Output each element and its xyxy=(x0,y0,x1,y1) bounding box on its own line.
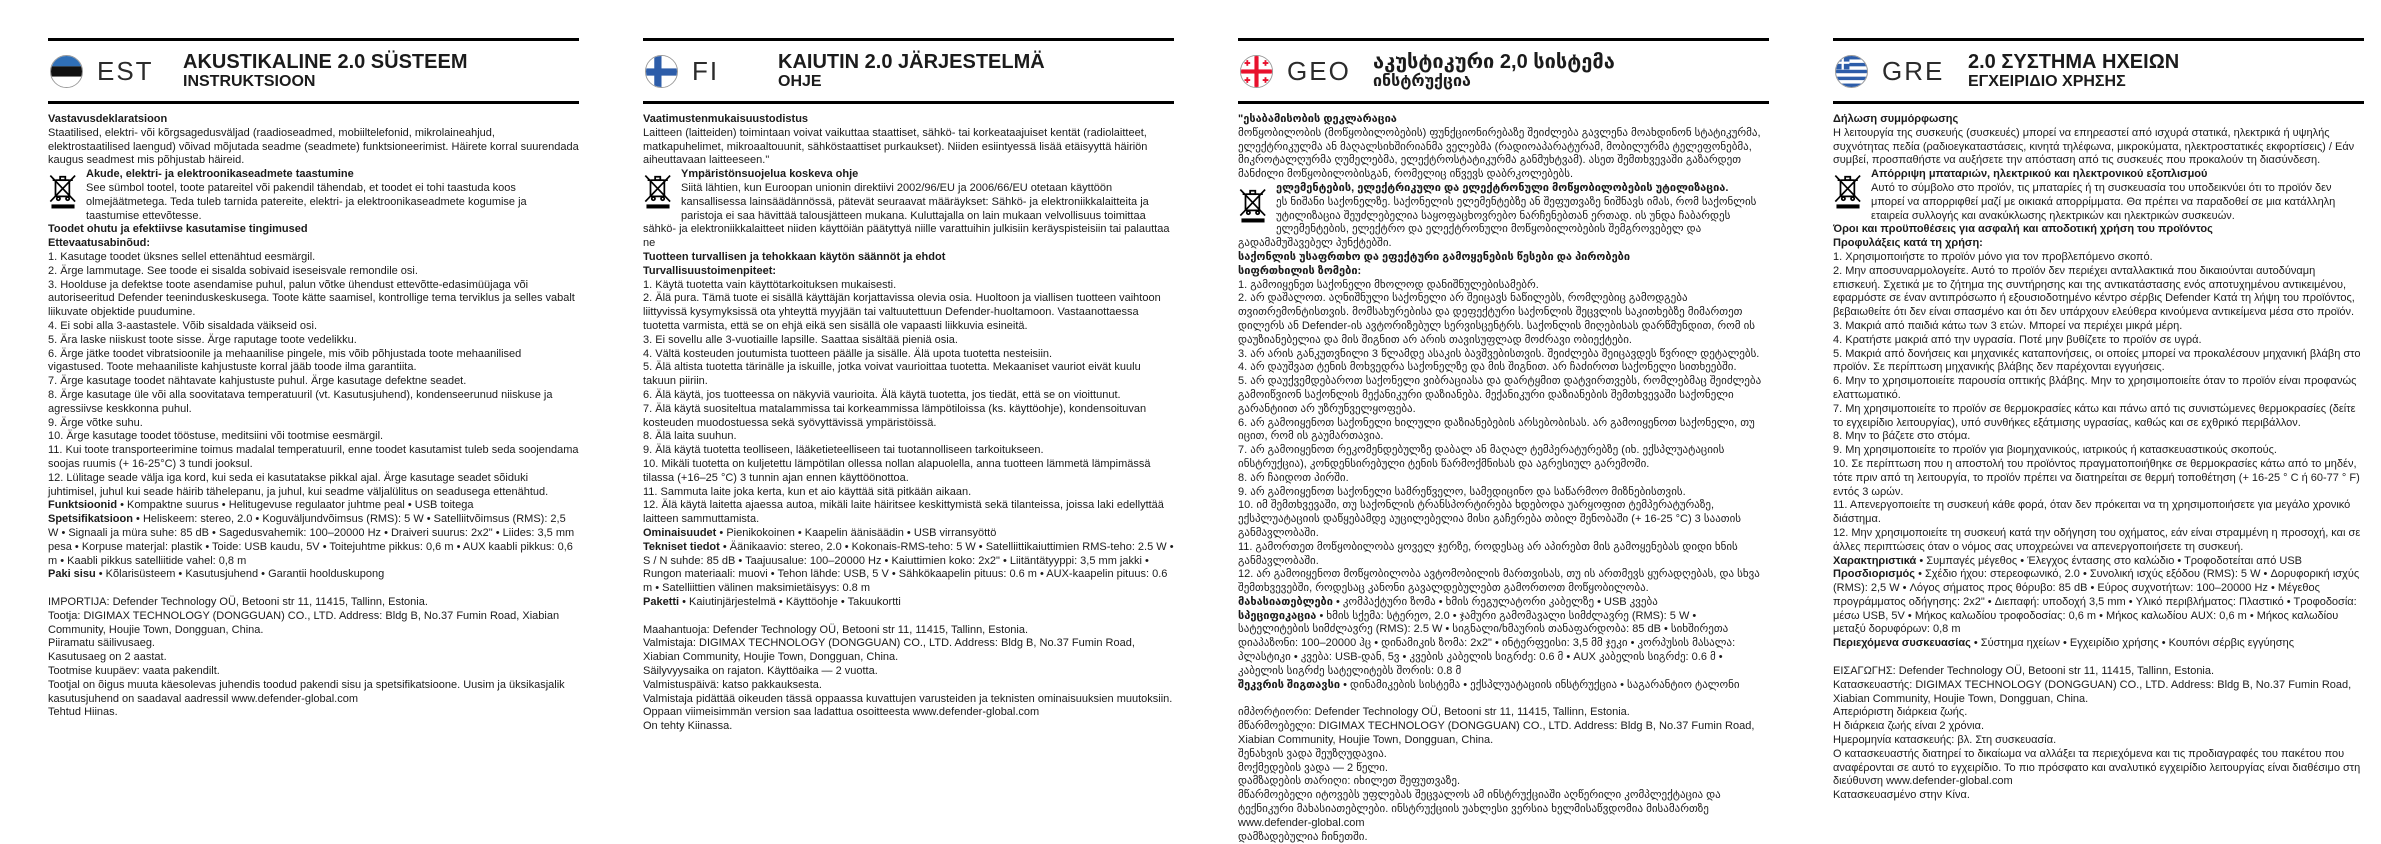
paragraph: 4. Vältä kosteuden joutumista tuotteen päälle ja sisälle. Älä upota tuotetta nesteisiin. xyxy=(643,347,1053,360)
paragraph: Staatilised, elektri- või kõrgsagedusväljad (raadioseadmed, mobiiltelefonid, mikrolaineahjud, elektrostaatilised laengud) võivad mõjutada seadme (seadmete) funktsioneerimist. Häirete korral suurendada kaugus seadmest mis põhjustab häireid. xyxy=(48,126,579,167)
paragraph: 3. არ არის განკუთვნილი 3 წლამდე ასაკის ბავშვებისთვის. შეიძლება შეიცავდეს წვრილ დეტალებს. xyxy=(1238,347,1760,360)
paragraph: Ημερομηνία κατασκευής: βλ. Στη συσκευασία. xyxy=(1833,734,2057,747)
spec-lead: Spetsifikatsioon xyxy=(48,513,137,526)
spec-line: შეკვრის შიგთავსი • დინამიკების სისტემა • ექსპლუატაციის ინსტრუქცია • საგარანტიო ტალონი xyxy=(1238,678,1740,691)
recycling-note: Απόρριψη μπαταριών, ηλεκτρικού και ηλεκτρονικού εξοπλισμού Αυτό το σύμβολο στο προϊόν, τις μπαταρίες ή τη συσκευασία του υποδεικνύει ότι το προϊόν δεν μπορεί να απορριφθεί μαζί με οικιακά απορρίμματα. Θα πρέπει να παραδοθεί σε μια κατάλληλη εταιρεία συλλογής και ανακύκλωσης ηλεκτρικών και ηλεκτρικών συσκευών. xyxy=(1833,168,2364,223)
section-heading: Ettevaatusabinõud: xyxy=(48,237,151,250)
paragraph: მწარმოებელი: DIGIMAX TECHNOLOGY (DONGGUAN) CO., LTD. Address: Bldg B, No.37 Fumin Road, Xiabian Community, Houjie Town, Dongguan, China. xyxy=(1238,720,1755,747)
paragraph: 12. Μην χρησιμοποιείτε τη συσκευή κατά την οδήγηση του οχήματος, εάν είναι στραμμένη η προσοχή, και σε άλλες περιπτώσεις όταν ο νόμος σας υποχρεώνει να απενεργοποιήσετε τη συσκευή. xyxy=(1833,526,2361,553)
finland-flag-icon xyxy=(645,55,678,88)
recycling-note-heading: Ympäristönsuojelua koskeva ohje xyxy=(681,168,859,181)
spacer xyxy=(643,610,1174,624)
column-gre xyxy=(1785,0,2380,839)
spec-lead: Paketti xyxy=(643,595,683,608)
spec-line: Paketti • Kaiutinjärjestelmä • Käyttöohje • Takuukortti xyxy=(643,595,901,608)
column-body-est xyxy=(48,104,579,720)
page-title: AKUSTIKALINE 2.0 SÜSTEEM xyxy=(183,51,468,73)
paragraph: Απεριόριστη διάρκεια ζωής. xyxy=(1833,706,1968,719)
paragraph: ΕΙΣΑΓΩΓΗΣ: Defender Technology OÜ, Betooni str 11, 11415, Tallinn, Estonia. xyxy=(1833,665,2215,678)
paragraph: 8. Ärge kasutage üle või alla soovitatava temperatuuril (vt. Kasutusjuhend), kondenseerunud niiskuse ja agressiivse keskkonna puhul. xyxy=(48,388,553,415)
spec-line: Προσδιορισμός • Σχέδιο ήχου: στερεοφωνικό, 2.0 • Συνολική ισχύς εξόδου (RMS): 5 W • Δορυφορική ισχύς (RMS): 2,5 W • Λόγος σήματος προς θόρυβο: 85 dB • Εύρος συχνοτήτων: 100–20000 Hz • Μέγεθος προγράμματος οδήγησης: 2x2" • Διεπαφή: υποδοχή 3,5 mm • Υλικό περιβλήματος: Πλαστικό • Τροφοδοσία: μέσω USB, 5V • Μήκος καλωδίου τροφοδοσίας: 0,6 m • Μήκος καλωδίου AUX: 0,6 m • Μήκος καλωδίου μεταξύ δορυφόρων: 0,8 m xyxy=(1833,568,2360,636)
column-header-gre xyxy=(1833,38,2364,104)
spec-lead: Tekniset tiedot xyxy=(643,540,723,553)
column-geo xyxy=(1190,0,1785,843)
paragraph: შენახვის ვადა შეუზღუდავია. xyxy=(1238,747,1387,760)
recycling-note-heading: Απόρριψη μπαταριών, ηλεκτρικού και ηλεκτρονικού εξοπλισμού xyxy=(1871,168,2208,181)
spacer xyxy=(48,582,579,596)
paragraph: 3. Hoolduse ja defektse toote asendamise puhul, palun võtke ühendust ettevõtte-edasimüüjaga või autoriseeritud Defender teeninduskeskusega. Toote kätte saamisel, kontrollige tema terviklus ja selles vabalt liikuvate objektide puudumine. xyxy=(48,278,575,319)
paragraph: 8. არ ჩაიდოთ პირში. xyxy=(1238,471,1349,484)
paragraph: Valmistuspäivä: katso pakkauksesta. xyxy=(643,678,822,691)
spec-line: Περιεχόμενα συσκευασίας • Σύστημα ηχείων • Εγχειρίδιο χρήσης • Κουπόνι σέρβις εγγύησης xyxy=(1833,637,2294,650)
paragraph: 11. გამორთეთ მოწყობილობა ყოველ ჯერზე, როდესაც არ აპირებთ მის გამოყენებას დიდი ხნის განმავლობაში. xyxy=(1238,540,1738,567)
spec-lead: სპეციფიკაცია xyxy=(1238,609,1320,622)
paragraph: Valmistaja pidättää oikeuden tässä oppaassa kuvattujen varusteiden ja teknisten ominaisuuksien muutoksiin. Oppaan viimeisimmän version saa ladattua osoitteesta www.defender-global.com xyxy=(643,692,1173,719)
paragraph: Κατασκευαστής: DIGIMAX TECHNOLOGY (DONGGUAN) CO., LTD. Address: Bldg B, No.37 Fumin Road, Xiabian Community, Houjie Town, Dongguan, China. xyxy=(1833,678,2352,705)
section-heading: Όροι και προϋποθέσεις για ασφαλή και αποδοτική χρήση του προϊόντος xyxy=(1833,223,2213,236)
section-heading: Tuotteen turvallisen ja tehokkaan käytön säännöt ja ehdot xyxy=(643,250,946,263)
paragraph: 11. Sammuta laite joka kerta, kun et aio käyttää sitä pitkään aikaan. xyxy=(643,485,972,498)
paragraph: 12. Lülitage seade välja iga kord, kui seda ei kasutatakse pikkal ajal. Ärge kasutage seadet sõiduki juhtimisel, juhul kui seade häirib tähelepanu, ja juhul, kui seadme väljalülitus on seadusega ettenähtud. xyxy=(48,471,549,498)
paragraph: 1. Käytä tuotetta vain käyttötarkoituksen mukaisesti. xyxy=(643,278,897,291)
paragraph: 9. Älä käytä tuotetta teolliseen, lääketieteelliseen tai tuotannolliseen tarkoitukseen. xyxy=(643,444,1044,457)
column-fi xyxy=(595,0,1190,839)
spec-line: Spetsifikatsioon • Heliskeem: stereo, 2.0 • Koguväljundvõimsus (RMS): 5 W • Satelliitvõimsus (RMS): 2,5 W • Signaali ja müra suhe: 85 dB • Sagedusvahemik: 100–20000 Hz • Draiveri suurus: 2x2" • Liides: 3,5 mm pesa • Korpuse materjal: plastik • Toide: USB kaudu, 5V • Toitejuhtme pikkus: 0,6 m • AUX kaabli pikkus: 0,6 m • Kaabli pikkus satelliitide vahel: 0,8 m xyxy=(48,513,575,567)
paragraph: Kasutusaeg on 2 aastat. xyxy=(48,651,167,664)
paragraph: Piiramatu säilivusaeg. xyxy=(48,637,155,650)
paragraph: Tehtud Hiinas. xyxy=(48,706,118,719)
paragraph: 2. არ დაშალოთ. აღნიშნული საქონელი არ შეიცავს ნაწილებს, რომლებიც გამოდგება თვითრემონტისთვის. მომსახურებისა და დეფექტური საქონლის შეცვლის საკითხებზე მიმართეთ დილერს ან Defender-ის ავტორიზებულ სერვისცენტრს. საქონლის მიღებისას დარწმუნდით, რომ ის დაუზიანებელია და მის შიგნით არ არის თავისუფლად მოძრავი ობიექტები. xyxy=(1238,292,1756,346)
paragraph: 5. Ära laske niiskust toote sisse. Ärge raputage toote vedelikku. xyxy=(48,333,357,346)
paragraph: 1. Χρησιμοποιήστε το προϊόν μόνο για τον προβλεπόμενο σκοπό. xyxy=(1833,250,2153,263)
column-body-fi xyxy=(643,104,1174,734)
paragraph: 9. არ გამოიყენოთ საქონელი სამრეწველო, სამედიცინო და საწარმოო მიზნებისთვის. xyxy=(1238,485,1686,498)
paragraph: Säilyvyysaika on rajaton. Käyttöaika — 2 vuotta. xyxy=(643,665,878,678)
column-header-geo xyxy=(1238,38,1769,104)
recycling-note-heading: Akude, elektri- ja elektroonikaseadmete taastumine xyxy=(86,168,354,181)
paragraph: 6. Ärge jätke toodet vibratsioonile ja mehaanilise pingele, mis võib põhjustada toote mehaanilised vigastused. Toote mehaaniliste kahjustuste korral jääb toode ilma garantiita. xyxy=(48,347,522,374)
paragraph: 10. იმ შემთხვევაში, თუ საქონლის ტრანსპორტირება ხდებოდა უარყოფით ტემპერატურაზე, ექსპლუატაციის დაწყებამდე აუცილებელია მისი გაჩერება თბილ შენობაში (+ 16-25 °C) 3 საათის განმავლობაში. xyxy=(1238,499,1742,539)
paragraph: 12. Älä käytä laitetta ajaessa autoa, mikäli laite häiritsee keskittymistä sekä tilanteissa, joissa laki edellyttää laitteen sammuttamista. xyxy=(643,499,1164,526)
spec-line: სპეციფიკაცია • ხმის სქემა: სტერეო, 2.0 • ჯამური გამომავალი სიმძლავრე (RMS): 5 W • სატელიტების სიმძლავრე (RMS): 2.5 W • სიგნალი/ხმაურის თანაფარდობა: 85 dB • სიხშირეთა დიაპაზონი: 100–20000 ჰც • დინამიკის ზომა: 2x2" • ინტერფეისი: 3,5 მმ ჯეკი • კორპუსის მასალა: პლასტიკი • კვება: USB-დან, 5ვ • კვების კაბელის სიგრძე: 0.6 მ • AUX კაბელის სიგრძე: 0.6 მ • კაბელის სიგრძე სატელიტებს შორის: 0.8 მ xyxy=(1238,609,1736,677)
spec-lead: Funktsioonid xyxy=(48,499,121,512)
paragraph: Κατασκευασμένο στην Κίνα. xyxy=(1833,789,1970,802)
language-code: GRE xyxy=(1882,55,1945,86)
paragraph: დამზადების თარიღი: იხილეთ შეფუთვაზე. xyxy=(1238,775,1461,788)
spec-line: Paki sisu • Kõlarisüsteem • Kasutusjuhend • Garantii hoolduskupong xyxy=(48,568,385,581)
estonia-flag-icon xyxy=(50,55,83,88)
paragraph: Tootmise kuupäev: vaata pakendilt. xyxy=(48,665,220,678)
spec-line: Χαρακτηριστικά • Συμπαγές μέγεθος • Έλεγχος έντασης στο καλώδιο • Τροφοδοτείται από USB xyxy=(1833,554,2302,567)
column-header-est xyxy=(48,38,579,104)
paragraph: 11. Kui toote transporteerimine toimus madalal temperatuuril, enne toodet kasutamist tuleb seda soojendama soojas ruumis (+ 16-25°C) 3 tundi jooksul. xyxy=(48,444,579,470)
section-heading: საქონლის უსაფრთხო და ეფექტური გამოყენების წესები და პირობები xyxy=(1238,250,1631,263)
paragraph: Η λειτουργία της συσκευής (συσκευές) μπορεί να επηρεαστεί από ισχυρά στατικά, ηλεκτρικά ή υψηλής συχνότητας πεδία (ραδιοεγκαταστάσεις, κινητά τηλέφωνα, μικροκύματα, ηλεκτροστατικές εκφορτίσεις) / Εάν συμβεί, προσπαθήστε να αυξήσετε την απόσταση από τις συσκευές που προκαλούν τη διασύνδεση. xyxy=(1833,126,2355,167)
spec-lead: Περιεχόμενα συσκευασίας xyxy=(1833,637,1974,650)
spec-line: Tekniset tiedot • Äänikaavio: stereo, 2.0 • Kokonais-RMS-teho: 5 W • Satelliittikaiuttimien RMS-teho: 2.5 W • S / N suhde: 85 dB • Taajuusalue: 100–20000 Hz • Kaiuttimien koko: 2x2" • Liitäntätyyppi: 3,5 mm jakki • Rungon materiaali: muovi • Tehon lähde: USB, 5 V • Sähkökaapelin pituus: 0.6 m • AUX-kaapelin pituus: 0.6 m • Satelliittien välinen maksimietäisyys: 0.8 m xyxy=(643,540,1174,595)
paragraph: 5. არ დაუქვემდებაროთ საქონელი ვიბრაციასა და დარტყმით დატვირთვებს, რომლებმაც შეიძლება გამოიწვიონ საქონლის მექანიკური დაზიანება. მექანიკური დაზიანების შემთხვევაში საქონელი გარანტიით არ უზრუნველყოფება. xyxy=(1238,375,1762,415)
page-title: აკუსტიკური 2,0 სისტემა xyxy=(1373,51,1615,73)
paragraph: 4. არ დაუშვათ ტენის მოხვედრა საქონელზე და მის შიგნით. არ ჩაძიროთ საქონელი სითხეებში. xyxy=(1238,361,1737,374)
spec-lead: Ominaisuudet xyxy=(643,526,720,539)
paragraph: 7. არ გამოიყენოთ რეკომენდებულზე დაბალ ან მაღალ ტემპერატურებზე (იხ. ექსპლუატაციის ინსტრუქცია), კონდენსირებული ტენის წარმოქმნისას და აგრესიულ გარემოში. xyxy=(1238,444,1725,470)
language-code: FI xyxy=(692,55,720,86)
paragraph: Tootja: DIGIMAX TECHNOLOGY (DONGGUAN) CO., LTD. Address: Bldg B, No.37 Fumin Road, Xiabian Community, Houjie Town, Dongguan, China. xyxy=(48,609,560,636)
page-subtitle: ინსტრუქცია xyxy=(1373,73,1471,90)
spacer xyxy=(1238,692,1769,706)
paragraph: 2. Älä pura. Tämä tuote ei sisällä käyttäjän korjattavissa olevia osia. Huoltoon ja viallisen tuotteen vaihtoon liittyvissä kysymyksissä ota yhteyttä myyjään tai valtuutettuun Defender-huoltamoon. Vastaanottaessa tuotetta varmista, että se on ehjä eikä sen sisällä ole vapaasti liikkuvia esineitä. xyxy=(643,292,1161,332)
paragraph: 12. არ გამოიყენოთ მოწყობილობა ავტომობილის მართვისას, თუ ის ართმევს ყურადღებას, და სხვა შემთხვევებში, როდესაც კანონი გავალდებულებთ გამორთოთ მოწყობილობა. xyxy=(1238,568,1760,595)
paragraph: 10. Ärge kasutage toodet tööstuse, meditsiini või tootmise eesmärgil. xyxy=(48,430,384,443)
recycle-bin-crossed-icon xyxy=(1238,184,1268,224)
greece-flag-icon xyxy=(1835,55,1868,88)
paragraph: 8. Älä laita suuhun. xyxy=(643,430,737,443)
paragraph: 5. Älä altista tuotetta tärinälle ja iskuille, jotka voivat vaurioittaa tuotetta. Mekaaniset vauriot eivät kuulu takuun piiriin. xyxy=(643,361,1141,388)
paragraph: 3. Ei sovellu alle 3-vuotiaille lapsille. Saattaa sisältää pieniä osia. xyxy=(643,333,958,346)
spec-lead: Paki sisu xyxy=(48,568,99,581)
page-subtitle: INSTRUKTSIOON xyxy=(183,73,316,90)
paragraph: 4. Κρατήστε μακριά από την υγρασία. Ποτέ μην βυθίζετε το προϊόν σε υγρά. xyxy=(1833,333,2202,346)
paragraph: Laitteen (laitteiden) toimintaan voivat vaikuttaa staattiset, sähkö- tai korkeataajuiset kentät (radiolaitteet, matkapuhelimet, mikroaaltouunit, sähköstaattiset purkaukset). Niiden esiintyessä lisää etäisyyttä häiriön aiheuttavaan laitteeseen." xyxy=(643,126,1148,167)
paragraph: მწარმოებელი იტოვებს უფლებას შეცვალოს ამ ინსტრუქციაში აღწერილი კომპლექტაცია და ტექნიკური მახასიათებლები. ინსტრუქციის უახლესი ვერსია ხელმისაწვდომია მისამართზე www.defender-global.com xyxy=(1238,789,1721,829)
paragraph: იმპორტიორი: Defender Technology OÜ, Betooni str 11, 11415, Tallinn, Estonia. xyxy=(1238,706,1630,719)
paragraph: 6. Μην το χρησιμοποιείτε παρουσία οπτικής βλάβης. Μην το χρησιμοποιείτε όταν το προϊόν είναι προφανώς ελαττωματικό. xyxy=(1833,375,2357,401)
paragraph: 8. Μην το βάζετε στο στόμα. xyxy=(1833,430,1971,443)
paragraph: 4. Ei sobi alla 3-aastastele. Võib sisaldada väikseid osi. xyxy=(48,319,318,332)
language-code: EST xyxy=(97,55,154,86)
page-title: KAIUTIN 2.0 JÄRJESTELMÄ xyxy=(778,51,1045,73)
paragraph: On tehty Kiinassa. xyxy=(643,720,733,733)
column-est xyxy=(0,0,595,839)
spec-line: Ominaisuudet • Pienikokoinen • Kaapelin äänisäädin • USB virransyöttö xyxy=(643,526,997,539)
paragraph: 9. Ärge võtke suhu. xyxy=(48,416,143,429)
paragraph: 7. Μη χρησιμοποιείτε το προϊόν σε θερμοκρασίες κάτω και πάνω από τις συνιστώμενες θερμοκρασίες (δείτε το εγχειρίδιο λειτουργίας), υπό συνθήκες εξάτμισης υγρασίας, καθώς και σε εχθρικό περιβάλλον. xyxy=(1833,402,2356,429)
paragraph: 7. Älä käytä suositeltua matalammissa tai korkeammissa lämpötiloissa (ks. käyttöohje), kondensoituvan kosteuden muodostuessa sekä syövyttävissä ympäristöissä. xyxy=(643,402,1147,429)
spec-lead: Προσδιορισμός xyxy=(1833,568,1919,581)
paragraph: Maahantuoja: Defender Technology OÜ, Betooni str 11, 11415, Tallinn, Estonia. xyxy=(643,623,1029,636)
recycling-note: Ympäristönsuojelua koskeva ohje Siitä lähtien, kun Euroopan unionin direktiivi 2002/96/EU ja 2006/66/EU otetaan käyttöön kansallisessa lainsäädännössä, pätevät seuraavat määräykset: Sähkö- ja elektroniikkalaitteita ja paristoja ei saa hävittää talousjätteen mukana. Kuluttajalla on lain mukaan velvollisuus toimittaa sähkö- ja elektroniikkalaitteet niiden käyttöiän päätyttyä niille varattuihin julkisiin keräyspisteisiin tai palauttaa ne xyxy=(643,168,1170,250)
page-subtitle: ΕΓΧΕΙΡΙΔΙΟ ΧΡΗΣΗΣ xyxy=(1968,73,2126,90)
spec-lead: მახასიათებლები xyxy=(1238,595,1337,608)
paragraph: დამზადებულია ჩინეთში. xyxy=(1238,830,1368,843)
recycle-bin-crossed-icon xyxy=(643,170,673,210)
recycle-bin-crossed-icon xyxy=(1833,170,1863,210)
paragraph: 1. გამოიყენეთ საქონელი მხოლოდ დანიშნულებისამებრ. xyxy=(1238,278,1539,291)
paragraph: 1. Kasutage toodet üksnes sellel ettenähtud eesmärgil. xyxy=(48,250,316,263)
language-code: GEO xyxy=(1287,55,1351,86)
paragraph: 9. Μη χρησιμοποιείτε το προϊόν για βιομηχανικούς, ιατρικούς ή κατασκευαστικούς σκοπούς. xyxy=(1833,444,2277,457)
paragraph: 2. Μην αποσυναρμολογείτε. Αυτό το προϊόν δεν περιέχει ανταλλακτικά που δικαιούνται αυτοδύναμη επισκευή. Σχετικά με το ζήτημα της συντήρησης και της αντικατάστασης ενός αποτυχημένου αντικειμένου, εφαρμόστε σε έναν αντιπρόσωπο ή εξουσιοδοτημένο κέντρο σέρβις Defender Κατά τη λήψη του προϊόντος, βεβαιωθείτε ότι δεν είναι σπασμένο και ότι δεν υπάρχουν ελεύθερα κινούμενα αντικείμενα μέσα στο προϊόν. xyxy=(1833,264,2355,319)
georgia-flag-icon xyxy=(1240,55,1273,88)
section-heading: "ესაბამისობის დეკლარაცია xyxy=(1238,113,1397,125)
paragraph: 7. Ärge kasutage toodet nähtavate kahjustuste puhul. Ärge kasutage defektne seadet. xyxy=(48,375,467,388)
section-heading: Vastavusdeklaratsioon xyxy=(48,113,168,125)
paragraph: 6. Älä käytä, jos tuotteessa on näkyviä vaurioita. Älä käytä tuotetta, jos tiedät, että se on vioittunut. xyxy=(643,388,1121,401)
spec-lead: Χαρακτηριστικά xyxy=(1833,554,1920,567)
section-heading: Προφυλάξεις κατά τη χρήση: xyxy=(1833,237,1983,250)
column-body-geo xyxy=(1238,104,1769,844)
paragraph: 10. Mikäli tuotetta on kuljetettu lämpötilan ollessa nollan alapuolella, anna tuotteen lämmetä lämpimässä tilassa (+16–25 °C) 3 tunnin ajan ennen käyttöönottoa. xyxy=(643,457,1151,484)
paragraph: 10. Σε περίπτωση που η αποστολή του προϊόντος πραγματοποιήθηκε σε θερμοκρασίες κάτω από το μηδέν, τότε πριν από τη λειτουργία, το προϊόν πρέπει να διατηρείται σε θερμή τοποθέτηση (+ 16-25 ° C ή 60-77 ° F) εντός 3 ωρών. xyxy=(1833,457,2360,498)
recycle-bin-crossed-icon xyxy=(48,170,78,210)
section-heading: Δήλωση συμμόρφωσης xyxy=(1833,113,1959,125)
page-title: 2.0 ΣΥΣΤΗΜΑ ΗΧΕΙΩΝ xyxy=(1968,51,2180,73)
section-heading: სიფრთხილის ზომები: xyxy=(1238,264,1362,277)
paragraph: 11. Απενεργοποιείτε τη συσκευή κάθε φορά, όταν δεν πρόκειται να τη χρησιμοποιήσετε για μεγάλο χρονικό διάστημα. xyxy=(1833,499,2351,526)
column-header-fi xyxy=(643,38,1174,104)
section-heading: Toodet ohutu ja efektiivse kasutamise tingimused xyxy=(48,223,308,236)
spacer xyxy=(1833,651,2364,665)
paragraph: 2. Ärge lammutage. See toode ei sisalda sobivaid iseseisvale remondile osi. xyxy=(48,264,418,277)
paragraph: 5. Μακριά από δονήσεις και μηχανικές καταπονήσεις, οι οποίες μπορεί να προκαλέσουν μηχανική βλάβη στο προϊόν. Σε περίπτωση μηχανικής βλάβης δεν παρέχονται εγγυήσεις. xyxy=(1833,347,2361,374)
paragraph: Ο κατασκευαστής διατηρεί το δικαίωμα να αλλάξει τα περιεχόμενα και τις προδιαγραφές του πακέτου που αναφέρονται σε αυτό το εγχειρίδιο. Το πιο πρόσφατο και αναλυτικό εγχειρίδιο λειτουργίας είναι διαθέσιμο στη διεύθυνση www.defender-global.com xyxy=(1833,747,2361,788)
section-heading: Vaatimustenmukaisuustodistus xyxy=(643,113,809,125)
paragraph: IMPORTIJA: Defender Technology OÜ, Betooni str 11, 11415, Tallinn, Estonia. xyxy=(48,596,428,609)
paragraph: Tootjal on õigus muuta käesolevas juhendis toodud pakendi sisu ja spetsifikatsioone. Uusim ja üksikasjalik kasutusjuhend on saadaval aadressil www.defender-global.com xyxy=(48,678,565,705)
paragraph: Valmistaja: DIGIMAX TECHNOLOGY (DONGGUAN) CO., LTD. Address: Bldg B, No.37 Fumin Road, Xiabian Community, Houjie Town, Dongguan, China. xyxy=(643,637,1135,664)
paragraph: 6. არ გამოიყენოთ საქონელი ხილული დაზიანებების არსებობისას. არ გამოიყენოთ საქონელი, თუ იცით, რომ ის გაუმართავია. xyxy=(1238,416,1755,443)
recycling-note-heading: ელემენტების, ელექტრიკული და ელექტრონული მოწყობილობების უტილიზაცია. xyxy=(1276,181,1729,194)
paragraph: 3. Μακριά από παιδιά κάτω των 3 ετών. Μπορεί να περιέχει μικρά μέρη. xyxy=(1833,319,2183,332)
column-body-gre xyxy=(1833,104,2364,803)
spec-line: მახასიათებლები • კომპაქტური ზომა • ხმის რეგულატორი კაბელზე • USB კვება xyxy=(1238,595,1658,608)
paragraph: მოქმედების ვადა — 2 წელი. xyxy=(1238,761,1388,774)
spec-lead: შეკვრის შიგთავსი xyxy=(1238,678,1344,691)
paragraph: Η διάρκεια ζωής είναι 2 χρόνια. xyxy=(1833,720,1985,733)
recycling-note: Akude, elektri- ja elektroonikaseadmete taastumine See sümbol tootel, toote patareitel või pakendil tähendab, et toodet ei tohi taastuda koos olmejäätmetega. Teda tuleb tarnida patereite, elektri- ja elektroonikaseadmete kogumise ja taastumise ettevõtesse. xyxy=(48,168,579,223)
paragraph: მოწყობილობის (მოწყობილობების) ფუნქციონირებაზე შეიძლება გავლენა მოახდინონ სტატიკურმა, ელექტრიკულმა ან მაღალსიხშირიანმა ველებმა (რადიოაპარატურამ, მობილურმა ტელეფონებმა, მიკროტალღურმა ღუმელებმა, ელექტროსტატიკურმა განმუხტვამ). ასეთ შემთხვევაში გაზარდეთ მანძილი მოწყობილობისგან, რომელიც იწვევს დაბრკოლებებს. xyxy=(1238,126,1761,181)
page-subtitle: OHJE xyxy=(778,73,822,90)
spec-line: Funktsioonid • Kompaktne suurus • Helitugevuse regulaator juhtme peal • USB toitega xyxy=(48,499,474,512)
recycling-note: ელემენტების, ელექტრიკული და ელექტრონული მოწყობილობების უტილიზაცია. ეს ნიშანი საქონელზე. საქონელის ელემენტებზე ან შეფუთვაზე ნიშნავს იმას, რომ საქონლის უტილიზაცია შეუძლებელია საყოფაცხოვრებო ნარჩენებთან ერთად. ის უნდა ჩაბარდეს ელემენტების, ელექტრო და ელექტრონული მოწყობილობების შემგროვებელ და გადამამუშავებელ პუნქტებში. xyxy=(1238,181,1757,250)
section-heading: Turvallisuustoimenpiteet: xyxy=(643,264,777,277)
